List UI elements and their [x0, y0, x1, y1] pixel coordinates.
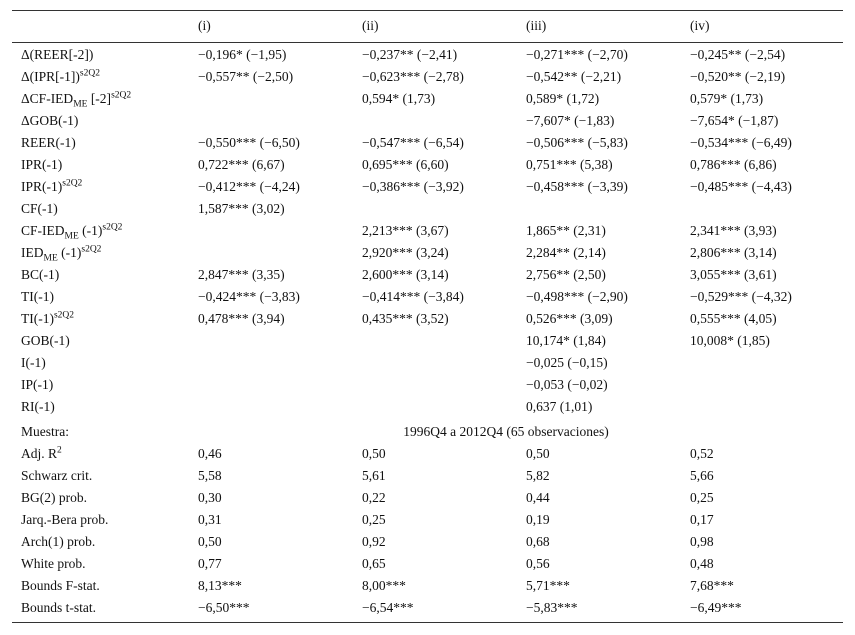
table-cell: 8,13*** — [198, 578, 242, 593]
table-cell: −0,550*** (−6,50) — [198, 135, 300, 150]
row-label: $\Delta(IPR[-1])^{s2Q2}$ — [21, 68, 100, 84]
table-cell: 8,00*** — [362, 578, 406, 593]
row-label: Bounds t-stat. — [21, 600, 97, 615]
table-cell: 3,055*** (3,61) — [690, 267, 777, 282]
table-cell: 0,50 — [198, 534, 222, 549]
table-cell: 0,50 — [362, 446, 386, 461]
table-row — [0, 66, 855, 88]
table-cell: 0,478*** (3,94) — [198, 311, 285, 326]
table-cell: 0,786*** (6,86) — [690, 157, 777, 172]
table-cell: 0,56 — [526, 556, 550, 571]
table-cell: 1,865** (2,31) — [526, 223, 606, 238]
table-cell: −0,237** (−2,41) — [362, 47, 458, 62]
table-cell: −0,025 (−0,15) — [526, 355, 608, 370]
table-cell: 0,77 — [198, 556, 222, 571]
table-cell: 0,30 — [198, 490, 222, 505]
table-cell: 0,31 — [198, 512, 222, 527]
table-row — [0, 264, 855, 286]
table-cell: −0,412*** (−4,24) — [198, 179, 300, 194]
table-cell: −0,271*** (−2,70) — [526, 47, 628, 62]
table-cell: 0,637 (1,01) — [526, 399, 593, 414]
table-row — [0, 198, 855, 220]
table-cell: −0,520** (−2,19) — [690, 69, 786, 84]
table-cell: −0,424*** (−3,83) — [198, 289, 300, 304]
table-row — [0, 308, 855, 330]
table-cell: −5,83*** — [526, 600, 578, 615]
row-label: $IPR(-1)^{s2Q2}$ — [21, 178, 83, 194]
table-cell: 0,65 — [362, 556, 386, 571]
row-label: I(-1) — [21, 355, 46, 370]
table-cell: 0,50 — [526, 446, 550, 461]
table-cell: 2,756** (2,50) — [526, 267, 606, 282]
table-cell: −0,534*** (−6,49) — [690, 135, 792, 150]
table-cell: 10,008* (1,85) — [690, 333, 770, 348]
table-cell: −0,414*** (−3,84) — [362, 289, 464, 304]
row-label: ΔGOB(-1) — [21, 113, 79, 128]
row-label: BC(-1) — [21, 267, 60, 282]
row-label: ΔCF-$IED_{ME}$ $[-2]^{s2Q2}$ — [21, 90, 132, 110]
table-cell: 0,46 — [198, 446, 222, 461]
table-cell: 0,22 — [362, 490, 386, 505]
table-row — [0, 352, 855, 374]
table-row — [0, 330, 855, 352]
table-cell: 0,579* (1,73) — [690, 91, 764, 106]
table-cell: 2,806*** (3,14) — [690, 245, 777, 260]
row-label: REER(-1) — [21, 135, 76, 150]
sample-label: Muestra: — [21, 424, 69, 439]
stats-row — [0, 575, 855, 597]
table-cell: −0,386*** (−3,92) — [362, 179, 464, 194]
table-cell: 0,722*** (6,67) — [198, 157, 285, 172]
header-rule — [12, 42, 843, 43]
stats-row — [0, 487, 855, 509]
table-row — [0, 374, 855, 396]
header-row — [0, 15, 855, 37]
table-row — [0, 110, 855, 132]
row-label: Bounds F-stat. — [21, 578, 100, 593]
table-cell: −0,245** (−2,54) — [690, 47, 786, 62]
table-row — [0, 44, 855, 66]
table-cell: 0,25 — [690, 490, 714, 505]
table-cell: −0,458*** (−3,39) — [526, 179, 628, 194]
table-cell: −0,196* (−1,95) — [198, 47, 287, 62]
stats-row — [0, 465, 855, 487]
row-label: GOB(-1) — [21, 333, 70, 348]
table-cell: −0,498*** (−2,90) — [526, 289, 628, 304]
table-cell: −0,547*** (−6,54) — [362, 135, 464, 150]
table-cell: 0,435*** (3,52) — [362, 311, 449, 326]
row-label: TI(-1) — [21, 289, 54, 304]
sample-row — [0, 421, 855, 443]
table-cell: 5,58 — [198, 468, 222, 483]
table-cell: 0,526*** (3,09) — [526, 311, 613, 326]
table-cell: −0,506*** (−5,83) — [526, 135, 628, 150]
row-label: Adj. $R^2$ — [21, 445, 62, 461]
stats-row — [0, 531, 855, 553]
table-row — [0, 88, 855, 110]
table-cell: 5,82 — [526, 468, 550, 483]
table-cell: 7,68*** — [690, 578, 734, 593]
column-header: (iii) — [526, 18, 547, 33]
table-row — [0, 396, 855, 418]
table-cell: 5,66 — [690, 468, 714, 483]
table-cell: 10,174* (1,84) — [526, 333, 606, 348]
table-cell: 0,19 — [526, 512, 550, 527]
sample-value: 1996Q4 a 2012Q4 (65 observaciones) — [403, 424, 609, 439]
table-row — [0, 176, 855, 198]
column-header: (iv) — [690, 18, 710, 33]
table-cell: 0,48 — [690, 556, 714, 571]
row-label: $IED_{ME}$ $(-1)^{s2Q2}$ — [21, 244, 102, 264]
table-cell: 2,847*** (3,35) — [198, 267, 285, 282]
row-label: Schwarz crit. — [21, 468, 93, 483]
table-cell: −0,623*** (−2,78) — [362, 69, 464, 84]
table-cell: 0,695*** (6,60) — [362, 157, 449, 172]
row-label: Δ(REER[-2]) — [21, 47, 94, 62]
table-cell: −0,053 (−0,02) — [526, 377, 608, 392]
row-label: IP(-1) — [21, 377, 54, 392]
table-row — [0, 132, 855, 154]
table-cell: 0,98 — [690, 534, 714, 549]
row-label: BG(2) prob. — [21, 490, 87, 505]
bottom-rule — [12, 622, 843, 623]
table-cell: −6,49*** — [690, 600, 742, 615]
table-cell: 0,44 — [526, 490, 550, 505]
table-cell: 2,213*** (3,67) — [362, 223, 449, 238]
table-cell: 0,17 — [690, 512, 714, 527]
row-label: CF(-1) — [21, 201, 58, 216]
top-rule — [12, 10, 843, 11]
table-row — [0, 154, 855, 176]
table-cell: 2,284** (2,14) — [526, 245, 606, 260]
table-cell: 0,589* (1,72) — [526, 91, 600, 106]
table-cell: −0,485*** (−4,43) — [690, 179, 792, 194]
stats-row — [0, 597, 855, 619]
table-cell: 0,751*** (5,38) — [526, 157, 613, 172]
table-cell: 0,594* (1,73) — [362, 91, 436, 106]
table-cell: −6,50*** — [198, 600, 250, 615]
table-cell: 0,68 — [526, 534, 550, 549]
column-header: (i) — [198, 18, 211, 33]
table-cell: −7,607* (−1,83) — [526, 113, 615, 128]
table-cell: 0,25 — [362, 512, 386, 527]
stats-row — [0, 443, 855, 465]
row-label: White prob. — [21, 556, 86, 571]
table-cell: 2,600*** (3,14) — [362, 267, 449, 282]
table-cell: 1,587*** (3,02) — [198, 201, 285, 216]
row-label: Arch(1) prob. — [21, 534, 96, 549]
table-cell: 2,341*** (3,93) — [690, 223, 777, 238]
table-cell: −6,54*** — [362, 600, 414, 615]
table-cell: −7,654* (−1,87) — [690, 113, 779, 128]
row-label: Jarq.-Bera prob. — [21, 512, 109, 527]
table-cell: 0,92 — [362, 534, 386, 549]
column-header: (ii) — [362, 18, 379, 33]
table-cell: 2,920*** (3,24) — [362, 245, 449, 260]
row-label: $CF-IED_{ME}$ $(-1)^{s2Q2}$ — [21, 222, 123, 242]
table-cell: −0,557** (−2,50) — [198, 69, 294, 84]
row-label: IPR(-1) — [21, 157, 63, 172]
table-row — [0, 286, 855, 308]
table-cell: 5,61 — [362, 468, 386, 483]
stats-row — [0, 553, 855, 575]
table-cell: 5,71*** — [526, 578, 570, 593]
table-cell: −0,529*** (−4,32) — [690, 289, 792, 304]
table-row — [0, 220, 855, 242]
table-cell: 0,555*** (4,05) — [690, 311, 777, 326]
row-label: $TI(-1)^{s2Q2}$ — [21, 310, 75, 326]
table-cell: −0,542** (−2,21) — [526, 69, 622, 84]
table-row — [0, 242, 855, 264]
row-label: RI(-1) — [21, 399, 55, 414]
table-cell: 0,52 — [690, 446, 714, 461]
stats-row — [0, 509, 855, 531]
